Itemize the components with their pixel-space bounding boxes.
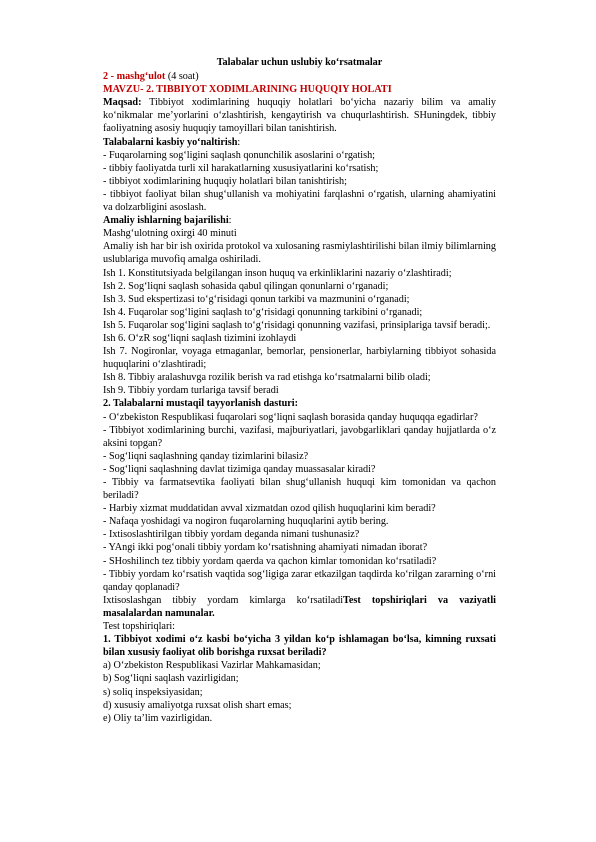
goal-label: Maqsad: xyxy=(103,97,142,109)
practice-line: Ish 3. Sud ekspertizasi to‘g‘risidagi qonun tarkibi va mazmunini o‘rganadi; xyxy=(103,293,410,305)
answer-option: e) Oliy ta’lim vazirligidan. xyxy=(103,712,213,724)
practice-line: Ish 5. Fuqarolar sog‘ligini saqlash to‘g‘risidagi qonunning vazifasi, prinsiplariga tavsif beradi;. xyxy=(103,319,491,331)
question-item: - Sog‘liqni saqlashning qanday tizimlarini bilasiz? xyxy=(103,450,309,462)
document-title: Talabalar uchun uslubiy ko‘rsatmalar xyxy=(216,57,383,68)
question-item: - Tibbiy yordam ko‘rsatish vaqtida sog‘ligiga zarar etkazilgan taqdirda ko‘rilgan zararning o‘rni qanday qoplanadi? xyxy=(103,568,496,593)
question-item: - YAngi ikki pog‘onali tibbiy yordam ko‘rsatishning ahamiyati nimadan iborat? xyxy=(103,542,428,554)
skills-item: - tibbiyot faoliyat bilan shug‘ullanish va mohiyatini farqlashni o‘rgatish, ularning ahamiyatini va dolzarbligini asoslash. xyxy=(103,188,496,214)
session-hours xyxy=(103,70,496,83)
question-item: - Sog‘liqni saqlashning davlat tizimiga qanday muassasalar kiradi? xyxy=(103,463,376,475)
test-section-heading: Test topshiriqlari va vaziyatli masalalardan namunalar xyxy=(103,594,496,619)
question-item: - Ixtisoslashtirilgan tibbiy yordam deganda nimani tushunasiz? xyxy=(103,529,360,541)
goal-text: Tibbiyot xodimlarining huquqiy holatlari bo‘yicha nazariy bilim va amaliy ko‘nikmalar me’yorlarini o‘zlashtirish, kengaytirish va chuqurlashtirish. SHuningdek, tibbiy faoliyatning asosiy huquqiy tamoyillari bilan tanishtirish. xyxy=(103,97,496,135)
goal-paragraph xyxy=(103,96,496,135)
practice-line: Amaliy ish har bir ish oxirida protokol va xulosaning rasmiylashtirilishi bilan ilmiy bilimlarning uslublariga muvofiq amalga oshiriladi. xyxy=(103,241,496,266)
question-item-last: Ixtisoslashgan tibbiy yordam kimlarga ko‘rsatiladiTest topshiriqlari va vaziyatli masalalardan namunalar. xyxy=(103,594,496,619)
skills-item: - tibbiy faoliyatda turli xil harakatlarning xususiyatlarini ko‘rsatish; xyxy=(103,162,379,174)
skills-item: - Fuqarolarning sog‘ligini saqlash qonunchilik asoslarini o‘rgatish; xyxy=(103,149,376,161)
document-page xyxy=(103,56,496,725)
answer-option: a) O‘zbekiston Respublikasi Vazirlar Mahkamasidan; xyxy=(103,660,321,672)
question-item: - SHoshilinch tez tibbiy yordam qaerda va qachon kimlar tomonidan ko‘rsatiladi? xyxy=(103,555,437,567)
answer-option: d) xususiy amaliyotga ruxsat olish shart emas; xyxy=(103,699,292,711)
session-label: 2 - mashg‘ulot xyxy=(103,71,166,83)
practice-heading: Amaliy ishlarning bajarilishi: xyxy=(103,215,232,227)
practice-line: Ish 9. Tibbiy yordam turlariga tavsif beradi xyxy=(103,385,279,397)
skills-item: - tibbiyot xodimlarining huquqiy holatlari bilan tanishtirish; xyxy=(103,175,347,187)
practice-line: Ish 6. O‘zR sog‘liqni saqlash tizimini izohlaydi xyxy=(103,332,297,344)
practice-line: Mashg‘ulotning oxirgi 40 minuti xyxy=(103,228,237,240)
practice-line: Ish 7. Nogironlar, voyaga etmaganlar, bemorlar, pensionerlar, harbiylarning tibbiyot sohasida huquqlarini o‘zlashtiradi; xyxy=(103,346,496,371)
practice-line: Ish 4. Fuqarolar sog‘ligini saqlash to‘g‘risidagi qonunning tarkibini o‘rganadi; xyxy=(103,306,423,318)
answer-option: b) Sog‘liqni saqlash vazirligidan; xyxy=(103,673,239,685)
independent-heading: 2. Talabalarni mustaqil tayyorlanish dasturi: xyxy=(103,398,299,410)
question-item: - O‘zbekiston Respublikasi fuqarolari sog‘liqni saqlash borasida qanday huquqqa egadirlar? xyxy=(103,411,478,423)
test-question: 1. Tibbiyot xodimi o‘z kasbi bo‘yicha 3 yildan ko‘p ishlamagan bo‘lsa, kimning ruxsati bilan xususiy faoliyat olib borishga ruxsat beriladi? xyxy=(103,634,496,659)
skills-heading: Talabalarni kasbiy yo‘naltirish: xyxy=(103,136,241,148)
session-duration: (4 soat) xyxy=(165,71,199,83)
tests-label: Test topshiriqlari: xyxy=(103,621,176,633)
practice-line: Ish 1. Konstitutsiyada belgilangan inson huquq va erkinliklarini nazariy o‘zlashtiradi; xyxy=(103,267,452,279)
topic-heading: MAVZU- 2. TIBBIYOT XODIMLARINING HUQUQIY HOLATI xyxy=(103,84,392,96)
answer-option: s) soliq inspeksiyasidan; xyxy=(103,686,203,698)
question-item: - Tibbiyot xodimlarining burchi, vazifasi, majburiyatlari, javobgarliklari qanday hujjatlarda o‘z aksini topgan? xyxy=(103,424,496,449)
practice-line: Ish 2. Sog‘liqni saqlash sohasida qabul qilingan qonunlarni o‘rganadi; xyxy=(103,280,389,292)
question-item: - Nafaqa yoshidagi va nogiron fuqarolarning huquqlarini aytib bering. xyxy=(103,516,389,528)
practice-line: Ish 8. Tibbiy aralashuvga rozilik berish va rad etishga ko‘rsatmalarni bilib oladi; xyxy=(103,372,431,384)
question-item: - Harbiy xizmat muddatidan avval xizmatdan ozod qilish huquqlarini kim beradi? xyxy=(103,503,436,515)
question-item: - Tibbiy va farmatsevtika faoliyati bilan shug‘ullanish huquqi kim tomonidan va qachon beriladi? xyxy=(103,477,496,502)
